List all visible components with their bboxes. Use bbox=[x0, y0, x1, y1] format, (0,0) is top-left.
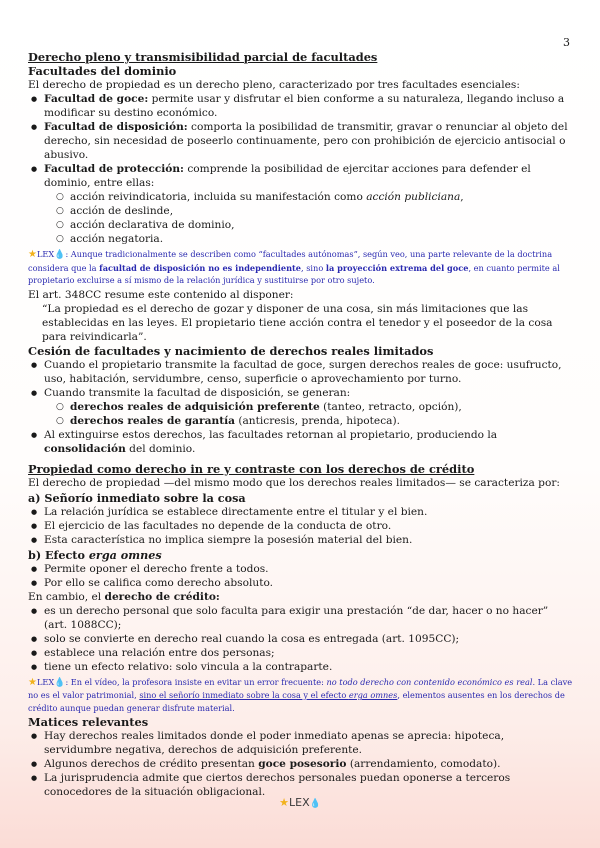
art-quote: “La propiedad es el derecho de gozar y disponer de una cosa, sin más limitaciones que las establecidas en las leyes. El propietario tiene acción contra el tenedor y el poseedor de la cosa para reivindicarla”. bbox=[42, 302, 553, 343]
list-item: ● Cuando transmite la facultad de disposición, se generan: ○ derechos reales de adquisición preferente (tanteo, retracto, opción), ○ derechos reales de garantía (anticresis, prenda, hipoteca). bbox=[44, 386, 574, 428]
star-icon: ★ bbox=[279, 796, 290, 809]
drop-icon: 💧 bbox=[309, 799, 321, 809]
document-body bbox=[28, 34, 574, 799]
star-icon: ★ bbox=[28, 676, 37, 688]
lex-label: LEX bbox=[36, 676, 55, 687]
list-item: ● tiene un efecto relativo: solo vincula a la contraparte. bbox=[44, 660, 574, 674]
list-item: ● La relación jurídica se establece directamente entre el titular y el bien. bbox=[44, 505, 574, 519]
facultades-list bbox=[28, 92, 574, 246]
list-item: ● Hay derechos reales limitados donde el poder inmediato apenas se aprecia: hipoteca, servidumbre negativa, derechos de adquisición preferente. bbox=[44, 729, 574, 757]
list-item: ● establece una relación entre dos personas; bbox=[44, 646, 574, 660]
senorio-list bbox=[28, 505, 574, 547]
list-item: ● Algunos derechos de crédito presentan goce posesorio (arrendamiento, comodato). bbox=[44, 757, 574, 771]
section-title: Derecho pleno y transmisibilidad parcial de facultades bbox=[28, 50, 378, 64]
lex-note-2: ★LEX💧: En el vídeo, la profesora insiste en evitar un error frecuente: no todo derecho con contenido económico es real. La clave no es el valor patrimonial, sino el señorío inmediato sobre la cosa y el efecto erga omnes, elementos ausentes en los derechos de crédito aunque puedan generar disfrute material. bbox=[28, 676, 573, 713]
list-item: ● Facultad de goce: permite usar y disfrutar el bien conforme a su naturaleza, llegando incluso a modificar su destino económico. bbox=[44, 92, 574, 120]
subheading-erga-omnes: b) Efecto erga omnes bbox=[28, 547, 162, 562]
subheading-facultades: Facultades del dominio bbox=[28, 64, 177, 78]
art-intro: El art. 348CC resume este contenido al disponer: bbox=[28, 288, 294, 301]
list-item: ● Cuando el propietario transmite la facultad de goce, surgen derechos reales de goce: usufructo, uso, habitación, servidumbre, censo, superficie o aprovechamiento por turno. bbox=[44, 358, 574, 386]
lex-note: ★LEX💧: Aunque tradicionalmente se describen como “facultades autónomas”, según veo, una parte relevante de la doctrina considera que la facultad de disposición no es independiente, sino la proyección extrema del goce, en cuanto permite al propietario excluirse a sí mismo de la relación jurídica y sustituirse por otro sujeto. bbox=[28, 249, 560, 285]
derechos-list bbox=[44, 400, 574, 428]
list-item: ○ acción declarativa de dominio, bbox=[70, 218, 574, 232]
list-item: ○ acción negatoria. bbox=[70, 232, 574, 246]
star-icon: ★ bbox=[28, 249, 37, 260]
footer-logo bbox=[0, 796, 600, 809]
intro-paragraph: El derecho de propiedad es un derecho pleno, caracterizado por tres facultades esenciales: bbox=[28, 79, 520, 91]
list-item: ○ acción reivindicatoria, incluida su manifestación como acción publiciana, bbox=[70, 190, 574, 204]
list-item: ○ derechos reales de garantía (anticresis, prenda, hipoteca). bbox=[70, 414, 574, 428]
erga-omnes-list bbox=[28, 562, 574, 590]
list-item: ● La jurisprudencia admite que ciertos derechos personales puedan oponerse a terceros conocedores de la situación obligacional. bbox=[44, 771, 574, 799]
list-item: ● Facultad de protección: comprende la posibilidad de ejercitar acciones para defender el dominio, entre ellas: ○ acción reivindicatoria, incluida su manifestación como acción publiciana, ○ acción de deslinde, ○ acción declarativa de dominio, ○ acción negatoria. bbox=[44, 162, 574, 246]
s3-intro: El derecho de propiedad —del mismo modo que los derechos reales limitados— se caracteriza por: bbox=[28, 476, 560, 489]
subheading-cesion: Cesión de facultades y nacimiento de derechos reales limitados bbox=[28, 343, 434, 358]
acciones-list bbox=[44, 190, 574, 246]
list-item: ● es un derecho personal que solo faculta para exigir una prestación “de dar, hacer o no hacer” (art. 1088CC); bbox=[44, 604, 574, 632]
page-number: 3 bbox=[563, 36, 570, 49]
drop-icon: 💧 bbox=[54, 250, 66, 260]
list-item: ● solo se convierte en derecho real cuando la cosa es entregada (art. 1095CC); bbox=[44, 632, 574, 646]
drop-icon: 💧 bbox=[54, 677, 66, 688]
section-title-2: Propiedad como derecho in re y contraste con los derechos de crédito bbox=[28, 461, 475, 476]
credito-list bbox=[28, 604, 574, 674]
list-item: ○ derechos reales de adquisición preferente (tanteo, retracto, opción), bbox=[70, 400, 574, 414]
footer-label: LEX bbox=[289, 796, 310, 809]
lex-label: LEX bbox=[36, 249, 55, 259]
list-item: ● Esta característica no implica siempre la posesión material del bien. bbox=[44, 533, 574, 547]
subheading-senorio: a) Señorío inmediato sobre la cosa bbox=[28, 490, 246, 505]
cesion-list bbox=[28, 358, 574, 456]
subheading-matices: Matices relevantes bbox=[28, 715, 149, 729]
list-item: ● Facultad de disposición: comporta la posibilidad de transmitir, gravar o renunciar al objeto del derecho, sin necesidad de poseerlo continuamente, pero con prohibición de ejercicio antisocial o abusivo. bbox=[44, 120, 574, 162]
list-item: ● Al extinguirse estos derechos, las facultades retornan al propietario, produciendo la consolidación del dominio. bbox=[44, 428, 574, 456]
list-item: ○ acción de deslinde, bbox=[70, 204, 574, 218]
credito-intro: En cambio, el derecho de crédito: bbox=[28, 590, 220, 603]
list-item: ● El ejercicio de las facultades no depende de la conducta de otro. bbox=[44, 519, 574, 533]
matices-list bbox=[28, 729, 574, 799]
list-item: ● Por ello se califica como derecho absoluto. bbox=[44, 576, 574, 590]
list-item: ● Permite oponer el derecho frente a todos. bbox=[44, 562, 574, 576]
